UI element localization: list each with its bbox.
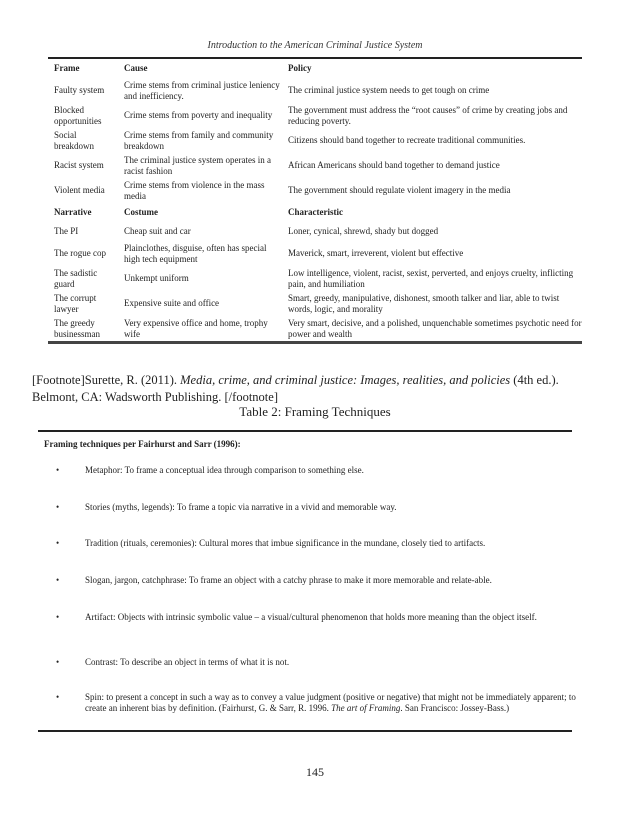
table-row: [48, 316, 582, 343]
frames-table: [48, 57, 582, 344]
policy-cell: Citizens should band together to recreate traditional communities.: [288, 135, 526, 146]
policy-cell: African Americans should band together to demand justice: [288, 160, 500, 171]
frame-cell: Faulty system: [54, 85, 105, 96]
table-row: [48, 291, 582, 316]
footnote-book-title: Media, crime, and criminal justice: Images, realities, and policies: [180, 373, 511, 387]
bullet-icon: •: [56, 657, 60, 667]
table-row: [48, 78, 582, 103]
cause-cell: Crime stems from criminal justice leniency and inefficiency.: [124, 80, 280, 101]
table-row: [48, 128, 582, 153]
bullet-icon: •: [56, 502, 60, 512]
list-item-text: Stories (myths, legends): To frame a topic via narrative in a vivid and memorable way.: [85, 502, 397, 512]
column-header-cause: Cause: [124, 63, 148, 74]
frame-cell: Blocked opportunities: [54, 105, 102, 126]
frame-cell: Social breakdown: [54, 130, 94, 151]
column-header-frame: Frame: [54, 63, 80, 74]
list-item-text: Artifact: Objects with intrinsic symbolic value – a visual/cultural phenomenon that holds more meaning than the object itself.: [85, 612, 537, 622]
narrative-cell: The corrupt lawyer: [54, 293, 97, 314]
narrative-cell: The greedy businessman: [54, 318, 100, 339]
framing-techniques-box: [38, 430, 576, 732]
framing-techniques-heading: Framing techniques per Fairhurst and Sarr (1996):: [44, 439, 241, 449]
characteristic-cell: Maverick, smart, irreverent, violent but effective: [288, 248, 464, 259]
narrative-header-row: [48, 203, 582, 222]
costume-cell: Plainclothes, disguise, often has special high tech equipment: [124, 243, 267, 264]
footnote: [32, 372, 602, 406]
column-header-characteristic: Characteristic: [288, 207, 343, 218]
costume-cell: Cheap suit and car: [124, 226, 191, 237]
narrative-cell: The rogue cop: [54, 248, 106, 259]
spin-suffix: . San Francisco: Jossey-Bass.): [400, 703, 510, 713]
list-item: [56, 612, 590, 623]
characteristic-cell: Very smart, decisive, and a polished, unquenchable sometimes psychotic need for power and wealth: [288, 318, 582, 339]
costume-cell: Very expensive office and home, trophy wife: [124, 318, 268, 339]
table-row: [48, 241, 582, 266]
policy-cell: The criminal justice system needs to get tough on crime: [288, 85, 490, 96]
list-item: [56, 502, 590, 513]
bullet-icon: •: [56, 692, 60, 702]
table-header-row: [48, 58, 582, 78]
bullet-icon: •: [56, 538, 60, 548]
narrative-cell: The sadistic guard: [54, 268, 98, 289]
bullet-icon: •: [56, 575, 60, 585]
bullet-icon: •: [56, 612, 60, 622]
frame-cell: Violent media: [54, 185, 105, 196]
list-item: [56, 692, 590, 714]
bullet-icon: •: [56, 465, 60, 475]
characteristic-cell: Smart, greedy, manipulative, dishonest, smooth talker and liar, able to twist words, logic, and morality: [288, 293, 560, 314]
column-header-costume: Costume: [124, 207, 158, 218]
costume-cell: Expensive suite and office: [124, 298, 220, 309]
footnote-suffix: (4th ed.). Belmont, CA: Wadsworth Publishing. [/footnote]: [32, 373, 559, 404]
spin-prefix: Spin: to present a concept in such a way as to convey a value judgment (positive or negative) that might not be immediately apparent; to create an inherent bias by definition. (Fairhurst, G. & Sarr, R. 1996.: [85, 692, 576, 713]
spin-book-title: The art of Framing: [331, 703, 401, 713]
table-caption: Table 2: Framing Techniques: [239, 404, 391, 419]
frame-cell: Racist system: [54, 160, 104, 171]
page-number: 145: [306, 765, 324, 779]
list-item-text: Tradition (rituals, ceremonies): Cultural mores that imbue significance in the mundane, closely tied to artifacts.: [85, 538, 486, 548]
list-item-text: Slogan, jargon, catchphrase: To frame an object with a catchy phrase to make it more memorable and relate-able.: [85, 575, 492, 585]
running-header: Introduction to the American Criminal Justice System: [207, 40, 423, 51]
list-item: [56, 465, 590, 476]
table-row: [48, 266, 582, 291]
cause-cell: Crime stems from poverty and inequality: [124, 110, 273, 121]
cause-cell: Crime stems from family and community breakdown: [124, 130, 274, 151]
policy-cell: The government should regulate violent imagery in the media: [288, 185, 511, 196]
table-row: [48, 153, 582, 178]
characteristic-cell: Low intelligence, violent, racist, sexist, perverted, and enjoys cruelty, inflicting pain, and humiliation: [288, 268, 574, 289]
narrative-cell: The PI: [54, 226, 79, 237]
cause-cell: The criminal justice system operates in a racist fashion: [124, 155, 271, 176]
table-row: [48, 103, 582, 128]
list-item-text: Metaphor: To frame a conceptual idea through comparison to something else.: [85, 465, 364, 475]
costume-cell: Unkempt uniform: [124, 273, 189, 284]
table-row: [48, 222, 582, 241]
list-item: [56, 538, 590, 549]
list-item: [56, 575, 590, 586]
column-header-narrative: Narrative: [54, 207, 92, 218]
column-header-policy: Policy: [288, 63, 312, 74]
policy-cell: The government must address the “root causes” of crime by creating jobs and reducing poverty.: [288, 105, 568, 126]
list-item-text: Contrast: To describe an object in terms of what it is not.: [85, 657, 290, 667]
list-item: [56, 657, 590, 668]
footnote-prefix: [Footnote]Surette, R. (2011).: [32, 373, 181, 387]
table-row: [48, 178, 582, 203]
cause-cell: Crime stems from violence in the mass media: [124, 180, 265, 201]
characteristic-cell: Loner, cynical, shrewd, shady but dogged: [288, 226, 439, 237]
